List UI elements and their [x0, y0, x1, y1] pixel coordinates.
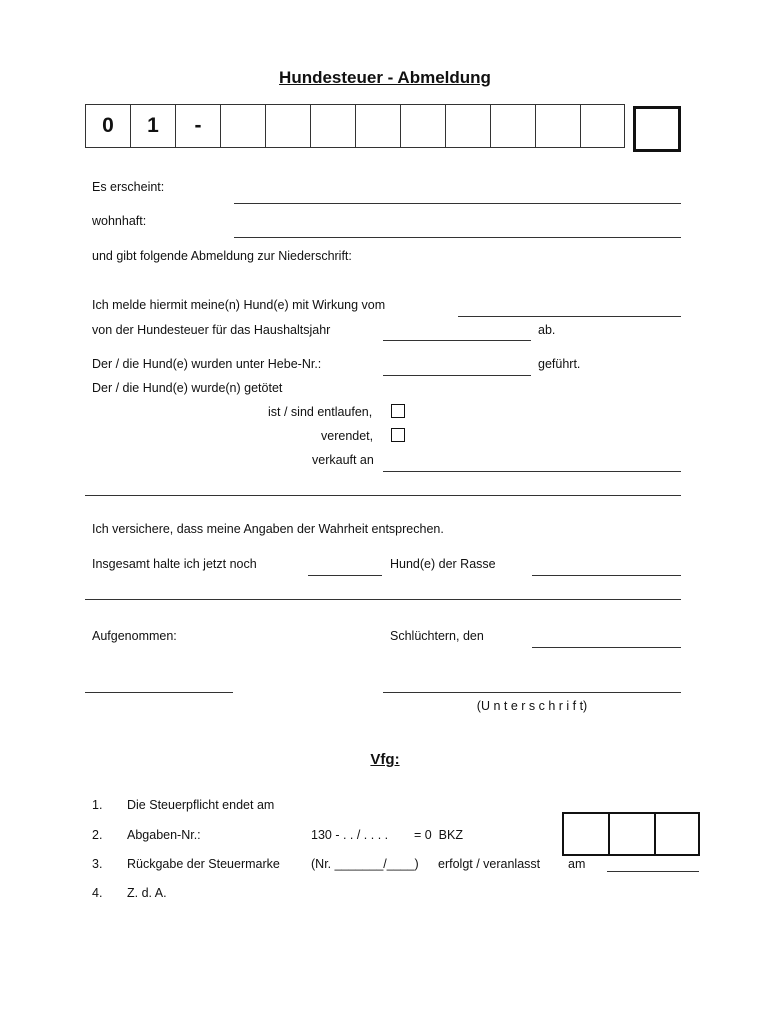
vfg-item-text: Die Steuerpflicht endet am [127, 798, 275, 812]
bkz-cell[interactable] [562, 812, 608, 856]
field-unterschrift[interactable] [383, 692, 681, 693]
label-verendet: verendet, [321, 429, 374, 443]
bkz-cell[interactable] [608, 812, 654, 856]
steuermarke-nr: (Nr. _______/____) [311, 857, 419, 871]
number-cell[interactable] [220, 104, 265, 148]
number-boxes [85, 104, 625, 148]
field-hebe-nr[interactable] [383, 375, 531, 376]
field-wirkung-vom[interactable] [458, 316, 681, 317]
label-ab: ab. [538, 323, 556, 337]
bkz-boxes [562, 812, 700, 856]
number-cell[interactable] [535, 104, 580, 148]
section-divider [85, 495, 681, 496]
field-anzahl[interactable] [308, 575, 382, 576]
number-cell[interactable]: - [175, 104, 220, 148]
label-verkauft: verkauft an [312, 453, 374, 467]
label-wohnhaft: wohnhaft: [92, 214, 147, 228]
number-cell[interactable] [490, 104, 535, 148]
vfg-item-text: Abgaben-Nr.: [127, 828, 201, 842]
bkz-label: = 0 BKZ [414, 828, 463, 842]
vfg-item-number: 3. [92, 857, 103, 871]
field-wohnhaft[interactable] [234, 237, 681, 238]
abgaben-code: 130 - . . / . . . . [311, 828, 389, 842]
field-es-erscheint[interactable] [234, 203, 681, 204]
vfg-item-text: Z. d. A. [127, 886, 167, 900]
field-aufgenommen-signature[interactable] [85, 692, 233, 693]
field-datum[interactable] [532, 647, 681, 648]
label-entlaufen: ist / sind entlaufen, [268, 405, 373, 419]
form-title: Hundesteuer - Abmeldung [279, 68, 491, 87]
vfg-item-number: 1. [92, 798, 103, 812]
label-am: am [568, 857, 586, 871]
label-rasse: Hund(e) der Rasse [390, 557, 496, 571]
label-insgesamt: Insgesamt halte ich jetzt noch [92, 557, 257, 571]
label-haushaltsjahr: von der Hundesteuer für das Haushaltsjahr [92, 323, 331, 337]
vfg-item-text: Rückgabe der Steuermarke [127, 857, 280, 871]
label-versichere: Ich versichere, dass meine Angaben der Wahrheit entsprechen. [92, 522, 444, 536]
number-cell[interactable] [580, 104, 625, 148]
number-cell[interactable]: 0 [85, 104, 130, 148]
label-aufgenommen: Aufgenommen: [92, 629, 177, 643]
steuermarke-status: erfolgt / veranlasst [438, 857, 541, 871]
label-unterschrift: (U n t e r s c h r i f t) [476, 699, 588, 713]
vfg-item-number: 2. [92, 828, 103, 842]
label-hebe-nr: Der / die Hund(e) wurden unter Hebe-Nr.: [92, 357, 322, 371]
checkbox-verendet[interactable] [391, 428, 405, 442]
vfg-item-number: 4. [92, 886, 103, 900]
number-cell[interactable]: 1 [130, 104, 175, 148]
field-am-datum[interactable] [607, 871, 699, 872]
check-digit-box[interactable] [633, 106, 681, 152]
number-cell[interactable] [355, 104, 400, 148]
field-verkauft-an[interactable] [383, 471, 681, 472]
number-cell[interactable] [265, 104, 310, 148]
checkbox-entlaufen[interactable] [391, 404, 405, 418]
label-niederschrift: und gibt folgende Abmeldung zur Niederschrift: [92, 249, 352, 263]
label-schluechtern: Schlüchtern, den [390, 629, 484, 643]
field-haushaltsjahr[interactable] [383, 340, 531, 341]
number-cell[interactable] [400, 104, 445, 148]
section-divider [85, 599, 681, 600]
vfg-heading: Vfg: [370, 751, 400, 768]
label-gefuehrt: geführt. [538, 357, 581, 371]
number-cell[interactable] [445, 104, 490, 148]
label-es-erscheint: Es erscheint: [92, 180, 165, 194]
bkz-cell[interactable] [654, 812, 700, 856]
field-rasse[interactable] [532, 575, 681, 576]
label-melde-hiermit: Ich melde hiermit meine(n) Hund(e) mit Wirkung vom [92, 298, 386, 312]
number-cell[interactable] [310, 104, 355, 148]
label-getoetet: Der / die Hund(e) wurde(n) getötet [92, 381, 283, 395]
